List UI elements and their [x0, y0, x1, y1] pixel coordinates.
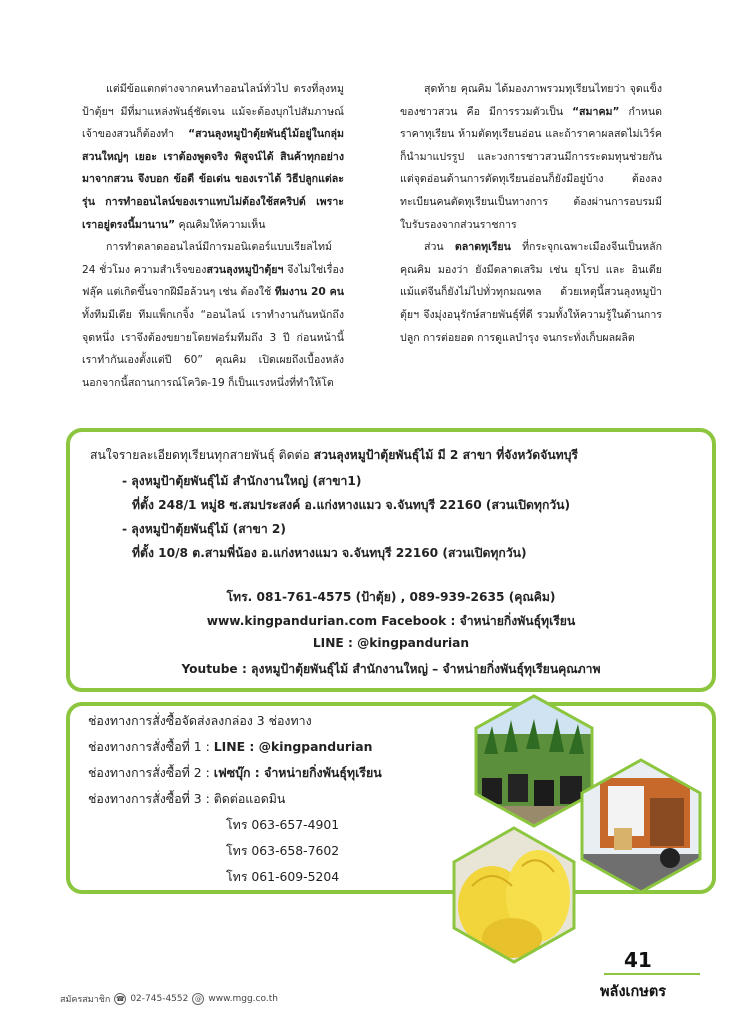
text: แต่มีข้อแตกต่างจากคนทำออนไลน์ทั่วไป ตรงที่ลุงหมูป้าตุ้ยฯ มีที่มาแหล่งพันธุ์ชัดเจน แม้จะต้องบุกไปสัมภาษณ์เจ้าของสวนก็ต้องทำ	[82, 83, 344, 141]
text: ทั้งทีมมีเดีย ทีมแพ็กเกจิ้ง “ออนไลน์ เราทำงานกันหนักถึงจุดหนึ่ง เราจึงต้องขยายโดยฟอร์มทีมถึง 3 ปี ก่อนหน้านี้เราทำกันเองตั้งแต่ปี 60” คุณคิม เปิดเผยถึงเบื้องหลังนอกจากนี้สถานการณ์โควิด-19 ก็เป็นแรงหนึ่งที่ทำให้โต	[82, 308, 344, 389]
order-phone-3: โทร 061-609-5204	[226, 869, 340, 884]
text: สุดท้าย คุณคิม ได้มองภาพรวมทุเรียนไทยว่า จุดแข็งของชาวสวน คือ มีการรวมตัวเป็น	[400, 83, 662, 118]
order-channel-2	[88, 764, 382, 783]
order-channel-1	[88, 738, 372, 757]
order-channel-value[interactable]: เฟซบุ๊ก : จำหน่ายกิ่งพันธุ์ทุเรียน	[213, 765, 382, 780]
footer	[60, 992, 278, 1006]
bold-text: “สวนลุงหมูป้าตุ้ยพันธุ์ไม้อยู่ในกลุ่มสวนใหญ่ๆ เยอะ เราต้องพูดจริง พิสูจน์ได้ สินค้าทุกอย่างมาจากสวน จึงบอก ข้อดี ข้อเด่น ของเราได้ วิธีปลูกแต่ละรุ่น การทำออนไลน์ของเราแทบไม่ต้องใช้สคริปต์ เพราะเราอยู่ตรงนี้มานาน”	[82, 128, 344, 231]
branch1-name: - ลุงหมูป้าตุ้ยพันธุ์ไม้ สำนักงานใหญ่ (สาขา1)	[122, 474, 362, 488]
footer-subscribe: สมัครสมาชิก	[60, 995, 111, 1005]
order-title: ช่องทางการสั่งซื้อจัดส่งลงกล่อง 3 ช่องทาง	[88, 713, 312, 728]
paragraph	[82, 236, 344, 394]
order-channel-label: ช่องทางการสั่งซื้อที่ 3 :	[88, 791, 214, 806]
contact-intro-bold: สวนลุงหมูป้าตุ้ยพันธุ์ไม้ มี 2 สาขา ที่จังหวัดจันทบุรี	[313, 448, 578, 462]
branch2-name: - ลุงหมูป้าตุ้ยพันธุ์ไม้ (สาขา 2)	[122, 522, 286, 536]
bold-text: สวนลุงหมูป้าตุ้ยฯ	[206, 263, 284, 276]
durian-fruit-photo	[452, 826, 576, 964]
order-channel-3	[88, 790, 285, 809]
branch1-address: ที่ตั้ง 248/1 หมู่8 ซ.สมประสงค์ อ.แก่งหางแมว จ.จันทบุรี 22160 (สวนเปิดทุกวัน)	[132, 498, 571, 512]
order-channel-label: ช่องทางการสั่งซื้อที่ 2 :	[88, 765, 214, 780]
text: จึงไม่ใช่เรื่องฟลุ๊ค แต่เกิดขึ้นจากฝีมือล้วนๆ เช่น ต้องใช้	[82, 263, 344, 299]
contact-intro	[90, 446, 578, 465]
bold-text: “สมาคม”	[572, 105, 620, 118]
contact-box	[66, 428, 716, 692]
page-number: 41	[624, 948, 652, 972]
web-icon: @	[192, 993, 204, 1005]
footer-phone: 02-745-4552	[130, 994, 189, 1004]
text: ที่กระจุกเฉพาะเมืองจีนเป็นหลัก คุณคิม มองว่า ยังมีตลาดเสริม เช่น ยุโรป และ อินเดีย แม้แต่จีนก็ยังไม่ไปทั่วทุกมณฑล ด้วยเหตุนี้สวนลุงหมูป้าตุ้ยฯ จึงมุ่งอนุรักษ์สายพันธุ์ที่ดี รวมทั้งให้ความรู้ในด้านการปลูก การต่อยอด การดูแลบำรุง จนกระทั่งเก็บผลผลิต	[400, 241, 662, 344]
divider	[604, 973, 700, 975]
order-phone-1: โทร 063-657-4901	[226, 817, 340, 832]
order-channel-label: ช่องทางการสั่งซื้อที่ 1 :	[88, 739, 214, 754]
text: คุณคิมให้ความเห็น	[175, 218, 266, 231]
contact-intro-text: สนใจรายละเอียดทุเรียนทุกสายพันธุ์ ติดต่อ	[90, 448, 314, 462]
contact-web-facebook[interactable]: www.kingpandurian.com Facebook : จำหน่ายกิ่งพันธุ์ทุเรียน	[206, 614, 576, 628]
contact-phones: โทร. 081-761-4575 (ป้าตุ้ย) , 089-939-2635 (คุณคิม)	[226, 590, 556, 604]
text: การทำตลาดออนไลน์มีการมอนิเตอร์แบบเรียลไทม์ 24 ชั่วโมง ความสำเร็จของ	[82, 241, 332, 276]
bold-text: ตลาดทุเรียน	[454, 241, 511, 254]
bold-text: ทีมงาน 20 คน	[274, 286, 345, 299]
text: ส่วน	[424, 241, 455, 254]
phone-icon: ☎	[115, 995, 125, 1003]
paragraph	[400, 236, 662, 349]
text: กำหนดราคาทุเรียน ห้ามตัดทุเรียนอ่อน และถ้าราคาผลสดไม่เวิร์คก็นำมาแปรรูป และวงการชาวสวนมีการระดมทุนช่วยกันแต่จุดอ่อนด้านการตัดทุเรียนอ่อนก็ยังมีอยู่บ้าง ต้องลงทะเบียนคนตัดทุเรียนเป็นทางการ ต้องผ่านการอบรมมีใบรับรองจากส่วนราชการ	[400, 105, 662, 231]
delivery-truck-photo	[580, 758, 702, 894]
durian-seedlings-photo	[474, 694, 594, 828]
magazine-name: พลังเกษตร	[600, 984, 667, 1000]
order-channel-value[interactable]: LINE : @kingpandurian	[213, 739, 373, 754]
footer-web[interactable]: www.mgg.co.th	[208, 994, 278, 1004]
contact-youtube[interactable]: Youtube : ลุงหมูป้าตุ้ยพันธุ์ไม้ สำนักงานใหญ่ – จำหน่ายกิ่งพันธุ์ทุเรียนคุณภาพ	[181, 662, 601, 676]
article-column-left	[82, 78, 344, 394]
order-phone-2: โทร 063-658-7602	[226, 843, 340, 858]
article-column-right	[400, 78, 662, 349]
paragraph	[400, 78, 662, 236]
branch2-address: ที่ตั้ง 10/8 ต.สามพี่น้อง อ.แก่งหางแมว จ.จันทบุรี 22160 (สวนเปิดทุกวัน)	[132, 546, 527, 560]
contact-line[interactable]: LINE : @kingpandurian	[312, 636, 470, 650]
paragraph	[82, 78, 344, 236]
order-channel-value: ติดต่อแอดมิน	[213, 791, 286, 806]
